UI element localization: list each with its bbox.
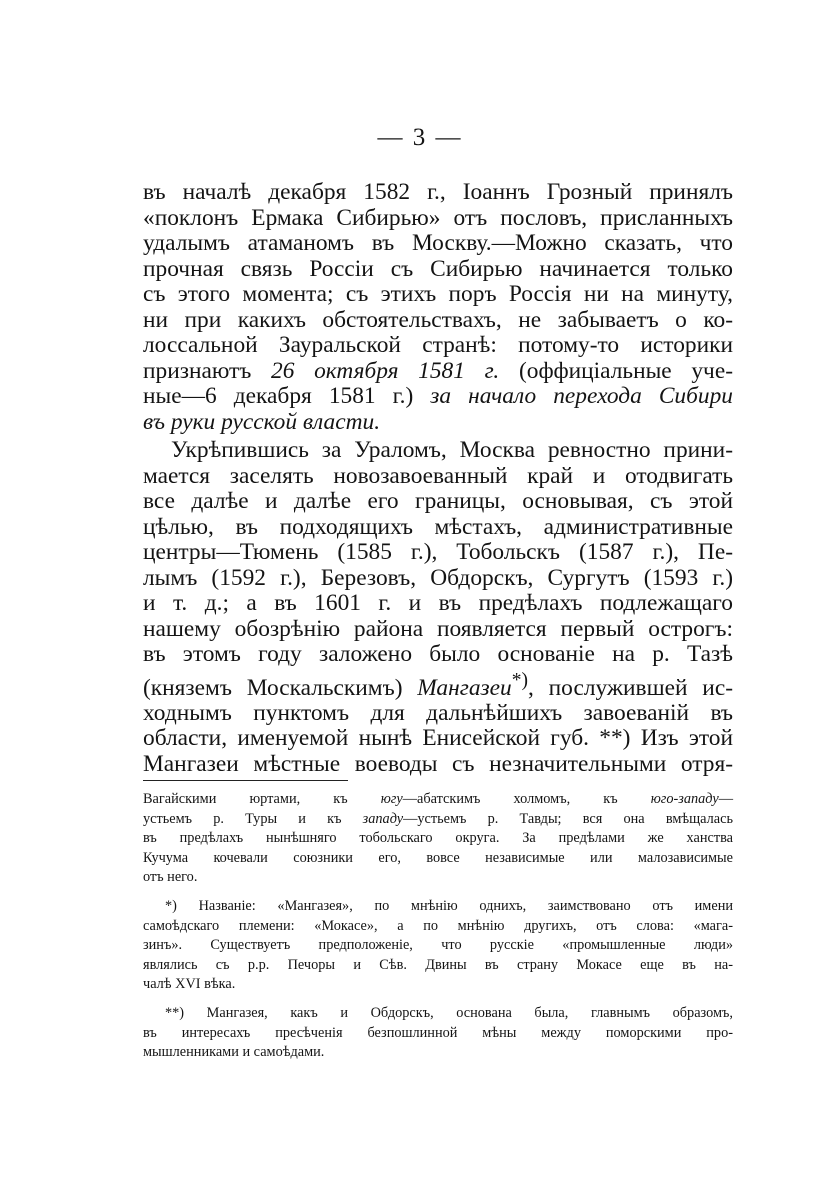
footnote-line: являлись съ р.р. Печоры и Сѣв. Двины въ страну Мокасе еще въ на- <box>143 956 733 973</box>
main-text <box>143 180 733 777</box>
text-run: устьемъ р. Туры и къ <box>143 810 342 827</box>
italic-word: юго-западу <box>650 791 719 807</box>
italic-phrase: въ руки русской власти. <box>143 408 381 435</box>
text-line: «поклонъ Ермака Сибирью» отъ пословъ, присланныхъ <box>143 204 733 231</box>
text-line <box>143 410 733 436</box>
text-run: признаютъ <box>143 357 252 384</box>
text-line: прочная связь Россіи съ Сибирью начинается только <box>143 255 733 282</box>
text-line: Мангазеи мѣстные воеводы съ незначительными отря- <box>143 750 733 777</box>
text-line: удалымъ атаманомъ въ Москву.—Можно сказать, что <box>143 230 733 256</box>
footnotes <box>143 790 733 1063</box>
footnote-line: отъ него. <box>143 869 198 886</box>
footnote-line <box>143 810 733 830</box>
text-line: въ началѣ декабря 1582 г., Іоаннъ Грозный принялъ <box>143 179 733 205</box>
text-line: Укрѣпившись за Ураломъ, Москва ревностно прини- <box>171 437 733 463</box>
footnote-line: *) Названіе: «Мангазея», по мнѣнію однихъ, заимствовано отъ имени <box>165 897 733 914</box>
footnote-line: самоѣдскаго племени: «Мокасе», а по мнѣнію другихъ, отъ слова: «мага- <box>143 917 733 934</box>
text-line: области, именуемой нынѣ Енисейской губ. **) Изъ этой <box>143 725 733 752</box>
footnote-line: въ интересахъ пресѣченія безпошлинной мѣны между поморскими про- <box>143 1024 733 1041</box>
text-run: , послужившей ис- <box>528 674 733 701</box>
text-line: все далѣе и далѣе его границы, основывая, съ этой <box>143 488 733 514</box>
footnote-marker: *) <box>511 669 529 691</box>
footnote-line: зинъ». Существуетъ предположеніе, что русскіе «промышленные люди» <box>143 937 733 954</box>
footnote-line <box>143 790 733 810</box>
italic-date: 26 октября 1581 г. <box>271 357 500 384</box>
text-line <box>143 359 733 385</box>
text-line: цѣлью, въ подходящихъ мѣстахъ, административные <box>143 513 733 540</box>
footnote-continued <box>143 790 733 888</box>
text-line: лымъ (1592 г.), Березовъ, Обдорскъ, Сургутъ (1593 г.) <box>143 564 733 591</box>
footnote-1 <box>143 897 733 995</box>
footnote-divider <box>143 780 348 781</box>
text-line: ходнымъ пунктомъ для дальнѣйшихъ завоеваній въ <box>143 699 733 726</box>
text-run: —устьемъ р. Тавды; вся она вмѣщалась <box>403 810 733 827</box>
text-line: центры—Тюмень (1585 г.), Тобольскъ (1587 г.), Пе- <box>143 539 733 565</box>
italic-word: западу <box>362 810 404 827</box>
text-run: (оффиціальные уче- <box>518 357 733 384</box>
footnote-line: въ предѣлахъ нынѣшняго тобольскаго округа. За предѣлами же ханства <box>143 830 733 847</box>
footnote-line: мышленниками и самоѣдами. <box>143 1044 325 1061</box>
text-run: (княземъ Москальскимъ) <box>143 674 403 701</box>
text-line <box>143 384 733 410</box>
italic-word: югу <box>380 791 403 807</box>
text-line <box>143 668 733 701</box>
text-line: и т. д.; а въ 1601 г. и въ предѣлахъ подлежащаго <box>143 590 733 616</box>
text-line: лоссальной Зауральской странѣ: потому-то историки <box>143 332 733 358</box>
text-line: съ этого момента; съ этихъ поръ Россія ни на минуту, <box>143 281 733 307</box>
text-line: мается заселять новозавоеванный край и отодвигать <box>143 462 733 489</box>
text-run: ные—6 декабря 1581 г.) <box>143 383 414 409</box>
footnote-2 <box>143 1004 733 1063</box>
text-line: ни при какихъ обстоятельствахъ, не забываетъ о ко- <box>143 306 733 333</box>
text-run: — <box>718 791 733 807</box>
text-line: нашему обозрѣнію района появляется первый острогъ: <box>143 615 733 642</box>
footnote-line: **) Мангазея, какъ и Обдорскъ, основана была, главнымъ образомъ, <box>165 1004 733 1021</box>
footnote-line: Кучума кочевали союзники его, вовсе независимые или малозависимые <box>143 849 733 866</box>
italic-phrase: за начало перехода Сибири <box>430 383 733 409</box>
footnote-line: чалѣ XVI вѣка. <box>143 976 236 993</box>
text-line: въ этомъ году заложено было основаніе на р. Тазѣ <box>143 641 733 667</box>
italic-place: Мангазеи <box>417 674 512 701</box>
text-run: —абатскимъ холмомъ, къ <box>402 791 618 807</box>
page-number: — 3 — <box>377 124 463 151</box>
text-run: Вагайскими юртами, къ <box>143 791 348 807</box>
